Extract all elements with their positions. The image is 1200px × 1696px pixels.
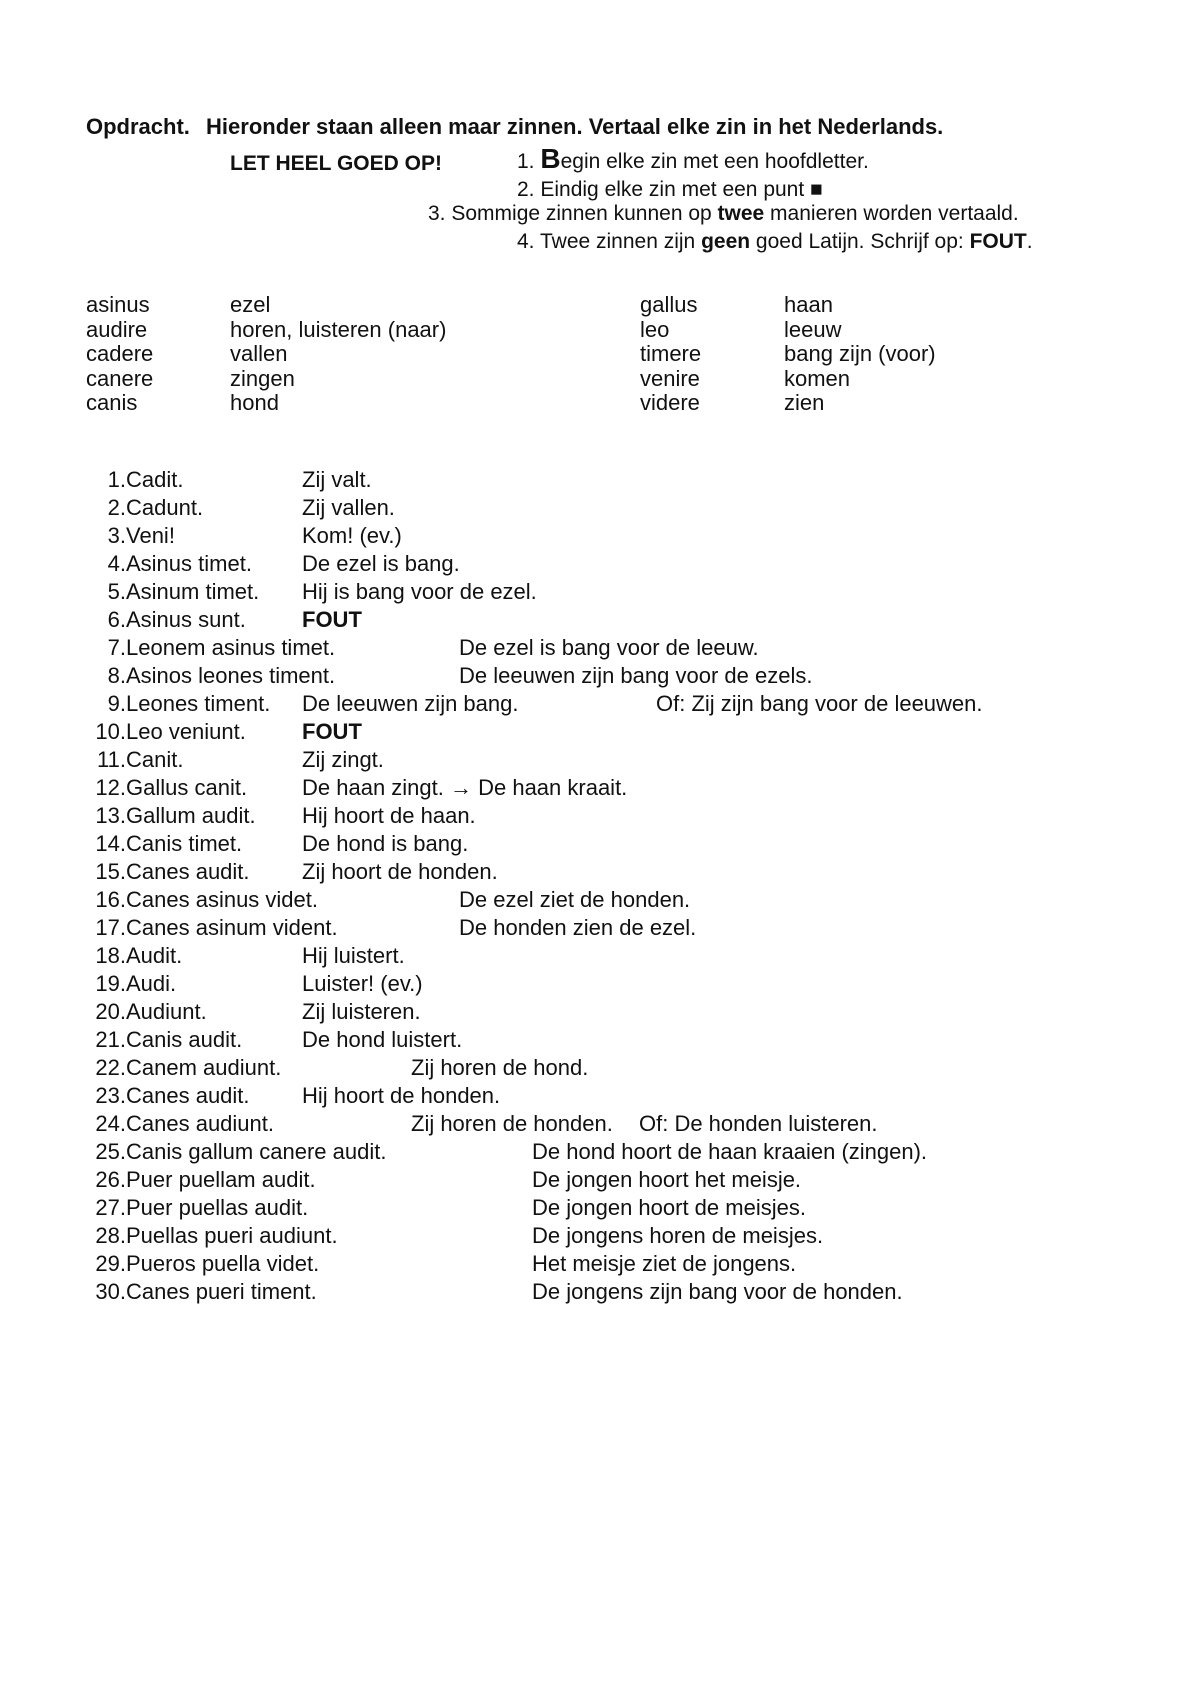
sentence-number: 8. [107, 663, 126, 688]
sentence-number: 2. [107, 495, 126, 520]
sentence-latin: Asinus sunt. [126, 607, 246, 632]
vocab-latin: canis [86, 390, 138, 415]
sentence-alternative: Of: Zij zijn bang voor de leeuwen. [656, 691, 983, 716]
vocab-row [640, 366, 1140, 391]
sentence-translation: Kom! (ev.) [302, 523, 402, 548]
sentence-latin: Asinus timet. [126, 551, 252, 576]
sentence-translation: De ezel is bang. [302, 551, 460, 576]
sentence-number: 5. [107, 579, 126, 604]
sentence-row [86, 887, 1146, 915]
sentence-translation: De honden zien de ezel. [459, 915, 697, 940]
sentence-row [86, 719, 1146, 747]
sentence-number: 27. [95, 1195, 126, 1220]
sentence-number: 9. [107, 691, 126, 716]
sentence-number: 15. [95, 859, 126, 884]
sentence-latin: Canes audiunt. [126, 1111, 274, 1136]
sentence-translation: Hij luistert. [302, 943, 405, 968]
sentence-row [86, 607, 1146, 635]
vocab-row [86, 341, 586, 366]
sentence-translation: De haan zingt. → De haan kraait. [302, 775, 628, 800]
sentence-translation: De jongens horen de meisjes. [532, 1223, 824, 1248]
sentence-latin: Canes audit. [126, 859, 250, 884]
sentence-latin: Audiunt. [126, 999, 207, 1024]
sentence-row [86, 747, 1146, 775]
vocab-row [640, 390, 1140, 415]
vocab-dutch: bang zijn (voor) [784, 341, 936, 366]
sentence-latin: Canit. [126, 747, 184, 772]
rule-4 [517, 230, 1033, 254]
sentence-number: 13. [95, 803, 126, 828]
sentence-latin: Canes asinus videt. [126, 887, 318, 912]
rule-1-num: 1. [517, 150, 535, 173]
sentence-row [86, 971, 1146, 999]
rule-1-text: egin elke zin met een hoofdletter. [560, 150, 869, 173]
assignment-instruction: Hieronder staan alleen maar zinnen. Vertaal elke zin in het Nederlands. [206, 114, 944, 139]
rule-2-num: 2. [517, 178, 535, 201]
rule-4-after: goed Latijn. Schrijf op: [750, 230, 970, 253]
sentence-latin: Canes audit. [126, 1083, 250, 1108]
rule-4-bold2: FOUT [969, 230, 1027, 253]
sentence-latin: Puer puellas audit. [126, 1195, 309, 1220]
rule-3-num: 3. [428, 202, 446, 225]
sentence-translation: Zij horen de hond. [411, 1055, 589, 1080]
assignment-label: Opdracht. [86, 114, 190, 139]
sentence-number: 4. [107, 551, 126, 576]
sentence-translation: Zij horen de honden. [411, 1111, 613, 1136]
sentence-latin: Asinos leones timent. [126, 663, 336, 688]
vocabulary-left [86, 292, 586, 415]
sentence-number: 19. [95, 971, 126, 996]
vocab-row [640, 341, 1140, 366]
sentence-row [86, 1251, 1146, 1279]
vocab-dutch: horen, luisteren (naar) [230, 316, 447, 342]
sentence-list [86, 467, 1146, 1307]
vocab-latin: venire [640, 365, 700, 391]
sentence-row [86, 495, 1146, 523]
vocab-dutch: haan [784, 292, 833, 317]
sentence-latin: Veni! [126, 523, 175, 548]
sentence-row [86, 1223, 1146, 1251]
vocab-row [86, 366, 586, 391]
sentence-row [86, 467, 1146, 495]
rule-3-bold: twee [717, 202, 765, 225]
vocab-dutch: komen [784, 365, 851, 391]
sentence-number: 23. [95, 1083, 126, 1108]
sentence-row [86, 523, 1146, 551]
rule-2 [517, 178, 823, 202]
vocab-latin: gallus [640, 292, 698, 317]
sentence-row [86, 831, 1146, 859]
sentence-translation: De jongens zijn bang voor de honden. [532, 1279, 903, 1304]
assignment-title [86, 114, 943, 140]
vocab-row [640, 292, 1140, 317]
sentence-latin: Canis audit. [126, 1027, 243, 1052]
sentence-row [86, 663, 1146, 691]
sentence-number: 30. [95, 1279, 126, 1304]
sentence-number: 29. [95, 1251, 126, 1276]
sentence-translation: Hij hoort de honden. [302, 1083, 501, 1108]
sentence-translation: FOUT [302, 607, 362, 632]
sentence-number: 10. [95, 719, 126, 744]
sentence-row [86, 635, 1146, 663]
sentence-latin: Puellas pueri audiunt. [126, 1223, 338, 1248]
sentence-translation: De hond hoort de haan kraaien (zingen). [532, 1139, 928, 1164]
sentence-row [86, 999, 1146, 1027]
sentence-row [86, 803, 1146, 831]
rule-4-end: . [1026, 230, 1033, 253]
sentence-latin: Leonem asinus timet. [126, 635, 336, 660]
sentence-latin: Leones timent. [126, 691, 271, 716]
sentence-number: 6. [107, 607, 126, 632]
sentence-latin: Canem audiunt. [126, 1055, 282, 1080]
vocab-dutch: ezel [230, 292, 271, 317]
rule-1 [517, 143, 869, 174]
sentence-latin: Audit. [126, 943, 183, 968]
sentence-row [86, 1111, 1146, 1139]
sentence-row [86, 1055, 1146, 1083]
vocab-latin: asinus [86, 292, 150, 317]
vocab-latin: timere [640, 341, 702, 366]
sentence-number: 20. [95, 999, 126, 1024]
sentence-translation: De leeuwen zijn bang voor de ezels. [459, 663, 813, 688]
sentence-latin: Gallum audit. [126, 803, 256, 828]
vocab-dutch: vallen [230, 341, 288, 366]
rule-3-before: Sommige zinnen kunnen op [451, 202, 718, 225]
rule-4-num: 4. [517, 230, 535, 253]
sentence-number: 11. [97, 747, 126, 772]
sentence-latin: Canes pueri timent. [126, 1279, 317, 1304]
sentence-number: 1. [107, 467, 126, 492]
sentence-number: 18. [95, 943, 126, 968]
sentence-latin: Canis gallum canere audit. [126, 1139, 387, 1164]
sentence-latin: Puer puellam audit. [126, 1167, 316, 1192]
sentence-translation: De leeuwen zijn bang. [302, 691, 519, 716]
sentence-translation: De jongen hoort het meisje. [532, 1167, 802, 1192]
sentence-translation: Zij vallen. [302, 495, 395, 520]
vocab-dutch: leeuw [784, 316, 842, 342]
warning-text: LET HEEL GOED OP! [230, 152, 442, 175]
sentence-latin: Cadunt. [126, 495, 204, 520]
sentence-latin: Pueros puella videt. [126, 1251, 320, 1276]
sentence-number: 17. [95, 915, 126, 940]
sentence-row [86, 551, 1146, 579]
sentence-latin: Gallus canit. [126, 775, 248, 800]
rule-4-before: Twee zinnen zijn [539, 230, 702, 253]
sentence-translation: De ezel ziet de honden. [459, 887, 691, 912]
sentence-row [86, 1139, 1146, 1167]
sentence-translation: Het meisje ziet de jongens. [532, 1251, 797, 1276]
vocab-latin: canere [86, 365, 154, 391]
vocab-row [86, 317, 586, 342]
sentence-translation: De hond luistert. [302, 1027, 463, 1052]
sentence-row [86, 859, 1146, 887]
sentence-translation: Zij luisteren. [302, 999, 421, 1024]
rule-3 [428, 202, 1019, 226]
rule-3-after: manieren worden vertaald. [764, 202, 1019, 225]
sentence-number: 21. [95, 1027, 126, 1052]
rule-4-bold: geen [701, 230, 751, 253]
sentence-translation: Zij hoort de honden. [302, 859, 498, 884]
sentence-number: 25. [95, 1139, 126, 1164]
sentence-number: 16. [95, 887, 126, 912]
vocab-latin: videre [640, 390, 700, 415]
sentence-row [86, 691, 1146, 719]
vocab-dutch: zien [784, 390, 825, 415]
sentence-latin: Canes asinum vident. [126, 915, 338, 940]
sentence-row [86, 915, 1146, 943]
sentence-translation: Zij valt. [302, 467, 372, 492]
sentence-number: 24. [95, 1111, 126, 1136]
sentence-row [86, 775, 1146, 803]
vocabulary-right [640, 292, 1140, 415]
sentence-latin: Audi. [126, 971, 177, 996]
vocab-dutch: zingen [230, 365, 295, 391]
sentence-row [86, 1083, 1146, 1111]
sentence-translation: De hond is bang. [302, 831, 469, 856]
sentence-translation: Hij is bang voor de ezel. [302, 579, 537, 604]
sentence-row [86, 1279, 1146, 1307]
sentence-translation: Luister! (ev.) [302, 971, 423, 996]
rule-1-big-letter: B [540, 143, 561, 174]
sentence-latin: Cadit. [126, 467, 184, 492]
sentence-number: 3. [107, 523, 126, 548]
sentence-translation: De jongen hoort de meisjes. [532, 1195, 806, 1220]
sentence-translation: De ezel is bang voor de leeuw. [459, 635, 759, 660]
sentence-number: 14. [95, 831, 126, 856]
sentence-row [86, 1195, 1146, 1223]
sentence-number: 22. [95, 1055, 126, 1080]
sentence-row [86, 943, 1146, 971]
sentence-row [86, 579, 1146, 607]
vocab-row [640, 317, 1140, 342]
sentence-latin: Asinum timet. [126, 579, 260, 604]
rule-2-text: Eindig elke zin met een punt ■ [540, 178, 823, 201]
sentence-number: 7. [107, 635, 126, 660]
sentence-translation: Hij hoort de haan. [302, 803, 476, 828]
sentence-row [86, 1027, 1146, 1055]
vocab-row [86, 390, 586, 415]
sentence-translation: FOUT [302, 719, 362, 744]
sentence-latin: Leo veniunt. [126, 719, 246, 744]
vocab-dutch: hond [230, 390, 279, 415]
sentence-number: 26. [95, 1167, 126, 1192]
vocab-latin: cadere [86, 341, 154, 366]
vocab-latin: leo [640, 316, 670, 342]
sentence-latin: Canis timet. [126, 831, 243, 856]
sentence-translation: Zij zingt. [302, 747, 384, 772]
vocab-row [86, 292, 586, 317]
sentence-number: 12. [95, 775, 126, 800]
sentence-alternative: Of: De honden luisteren. [639, 1111, 878, 1136]
sentence-number: 28. [95, 1223, 126, 1248]
vocab-latin: audire [86, 316, 148, 342]
sentence-row [86, 1167, 1146, 1195]
